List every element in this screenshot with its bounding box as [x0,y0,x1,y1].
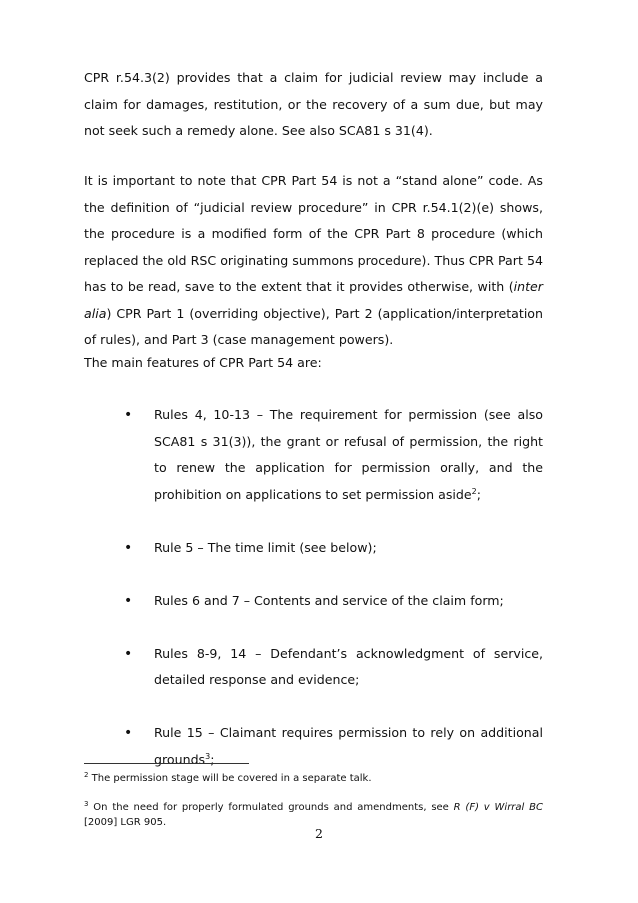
list-item [84,588,543,615]
list-item-text: Rules 6 and 7 – Contents and service of the claim form; [154,592,504,608]
paragraph-remedies: CPR r.54.3(2) provides that a claim for judicial review may include a claim for damages, restitution, or the recovery of a sum due, but may not seek such a remedy alone. See also SCA81 s 31(4). [84,70,543,138]
bullet-icon: • [124,539,133,556]
bullet-icon: • [124,645,133,662]
list-item-text: Rules 4, 10-13 – The requirement for permission (see also SCA81 s 31(3)), the grant or refusal of permission, the right to renew the application for permission orally, and the prohibition on applications to set permission aside [154,407,543,502]
bullet-icon: • [124,725,133,741]
paragraph-main-features: The main features of CPR Part 54 are: [84,355,322,370]
paragraph-text: It is important to note that CPR Part 54 is not a “stand alone” code. As the definition of “judicial review procedure” in CPR r.54.1(2)(e) shows, the procedure is a modified form of the CPR Part 8 procedure (which replaced the old RSC originating summons procedure). Thus CPR Part 54 has to be read, save to the extent that it provides otherwise, with ( [84,173,543,294]
italic-inter-alia: inter alia [84,279,543,321]
paragraph-not-stand-alone [84,168,543,354]
features-list [84,402,543,800]
footnote-separator [84,763,249,764]
list-item-text: Rule 15 – Claimant requires permission to rely on additional grounds [154,725,543,767]
footnote-text: On the need for properly formulated grounds and amendments, see [93,802,454,813]
footnote-ref[interactable]: 3 [205,751,211,761]
paragraph-text: ) CPR Part 1 (overriding objective), Part 2 (application/interpretation of rules), and Part 3 (case management powers). [84,305,543,347]
footnote-number: 2 [84,771,89,779]
list-item-tail: ; [476,486,481,502]
list-item [84,641,543,694]
footnote-text: [2009] LGR 905. [84,817,167,828]
list-item [84,535,543,562]
footnote-text: The permission stage will be covered in a separate talk. [91,773,372,784]
list-item [84,720,543,773]
list-item-text: Rules 8-9, 14 – Defendant’s acknowledgment of service, detailed response and evidence; [154,645,543,687]
list-item [84,402,543,508]
page-number: 2 [315,826,323,841]
case-name: R (F) v Wirral BC [453,802,543,813]
footnote-number: 3 [84,800,89,808]
list-item-tail: ; [210,751,215,767]
footnote-ref[interactable]: 2 [471,486,477,496]
list-item-text: Rule 5 – The time limit (see below); [154,539,377,555]
bullet-icon: • [124,407,133,423]
bullet-icon: • [124,592,133,609]
footnote-2 [84,771,543,786]
